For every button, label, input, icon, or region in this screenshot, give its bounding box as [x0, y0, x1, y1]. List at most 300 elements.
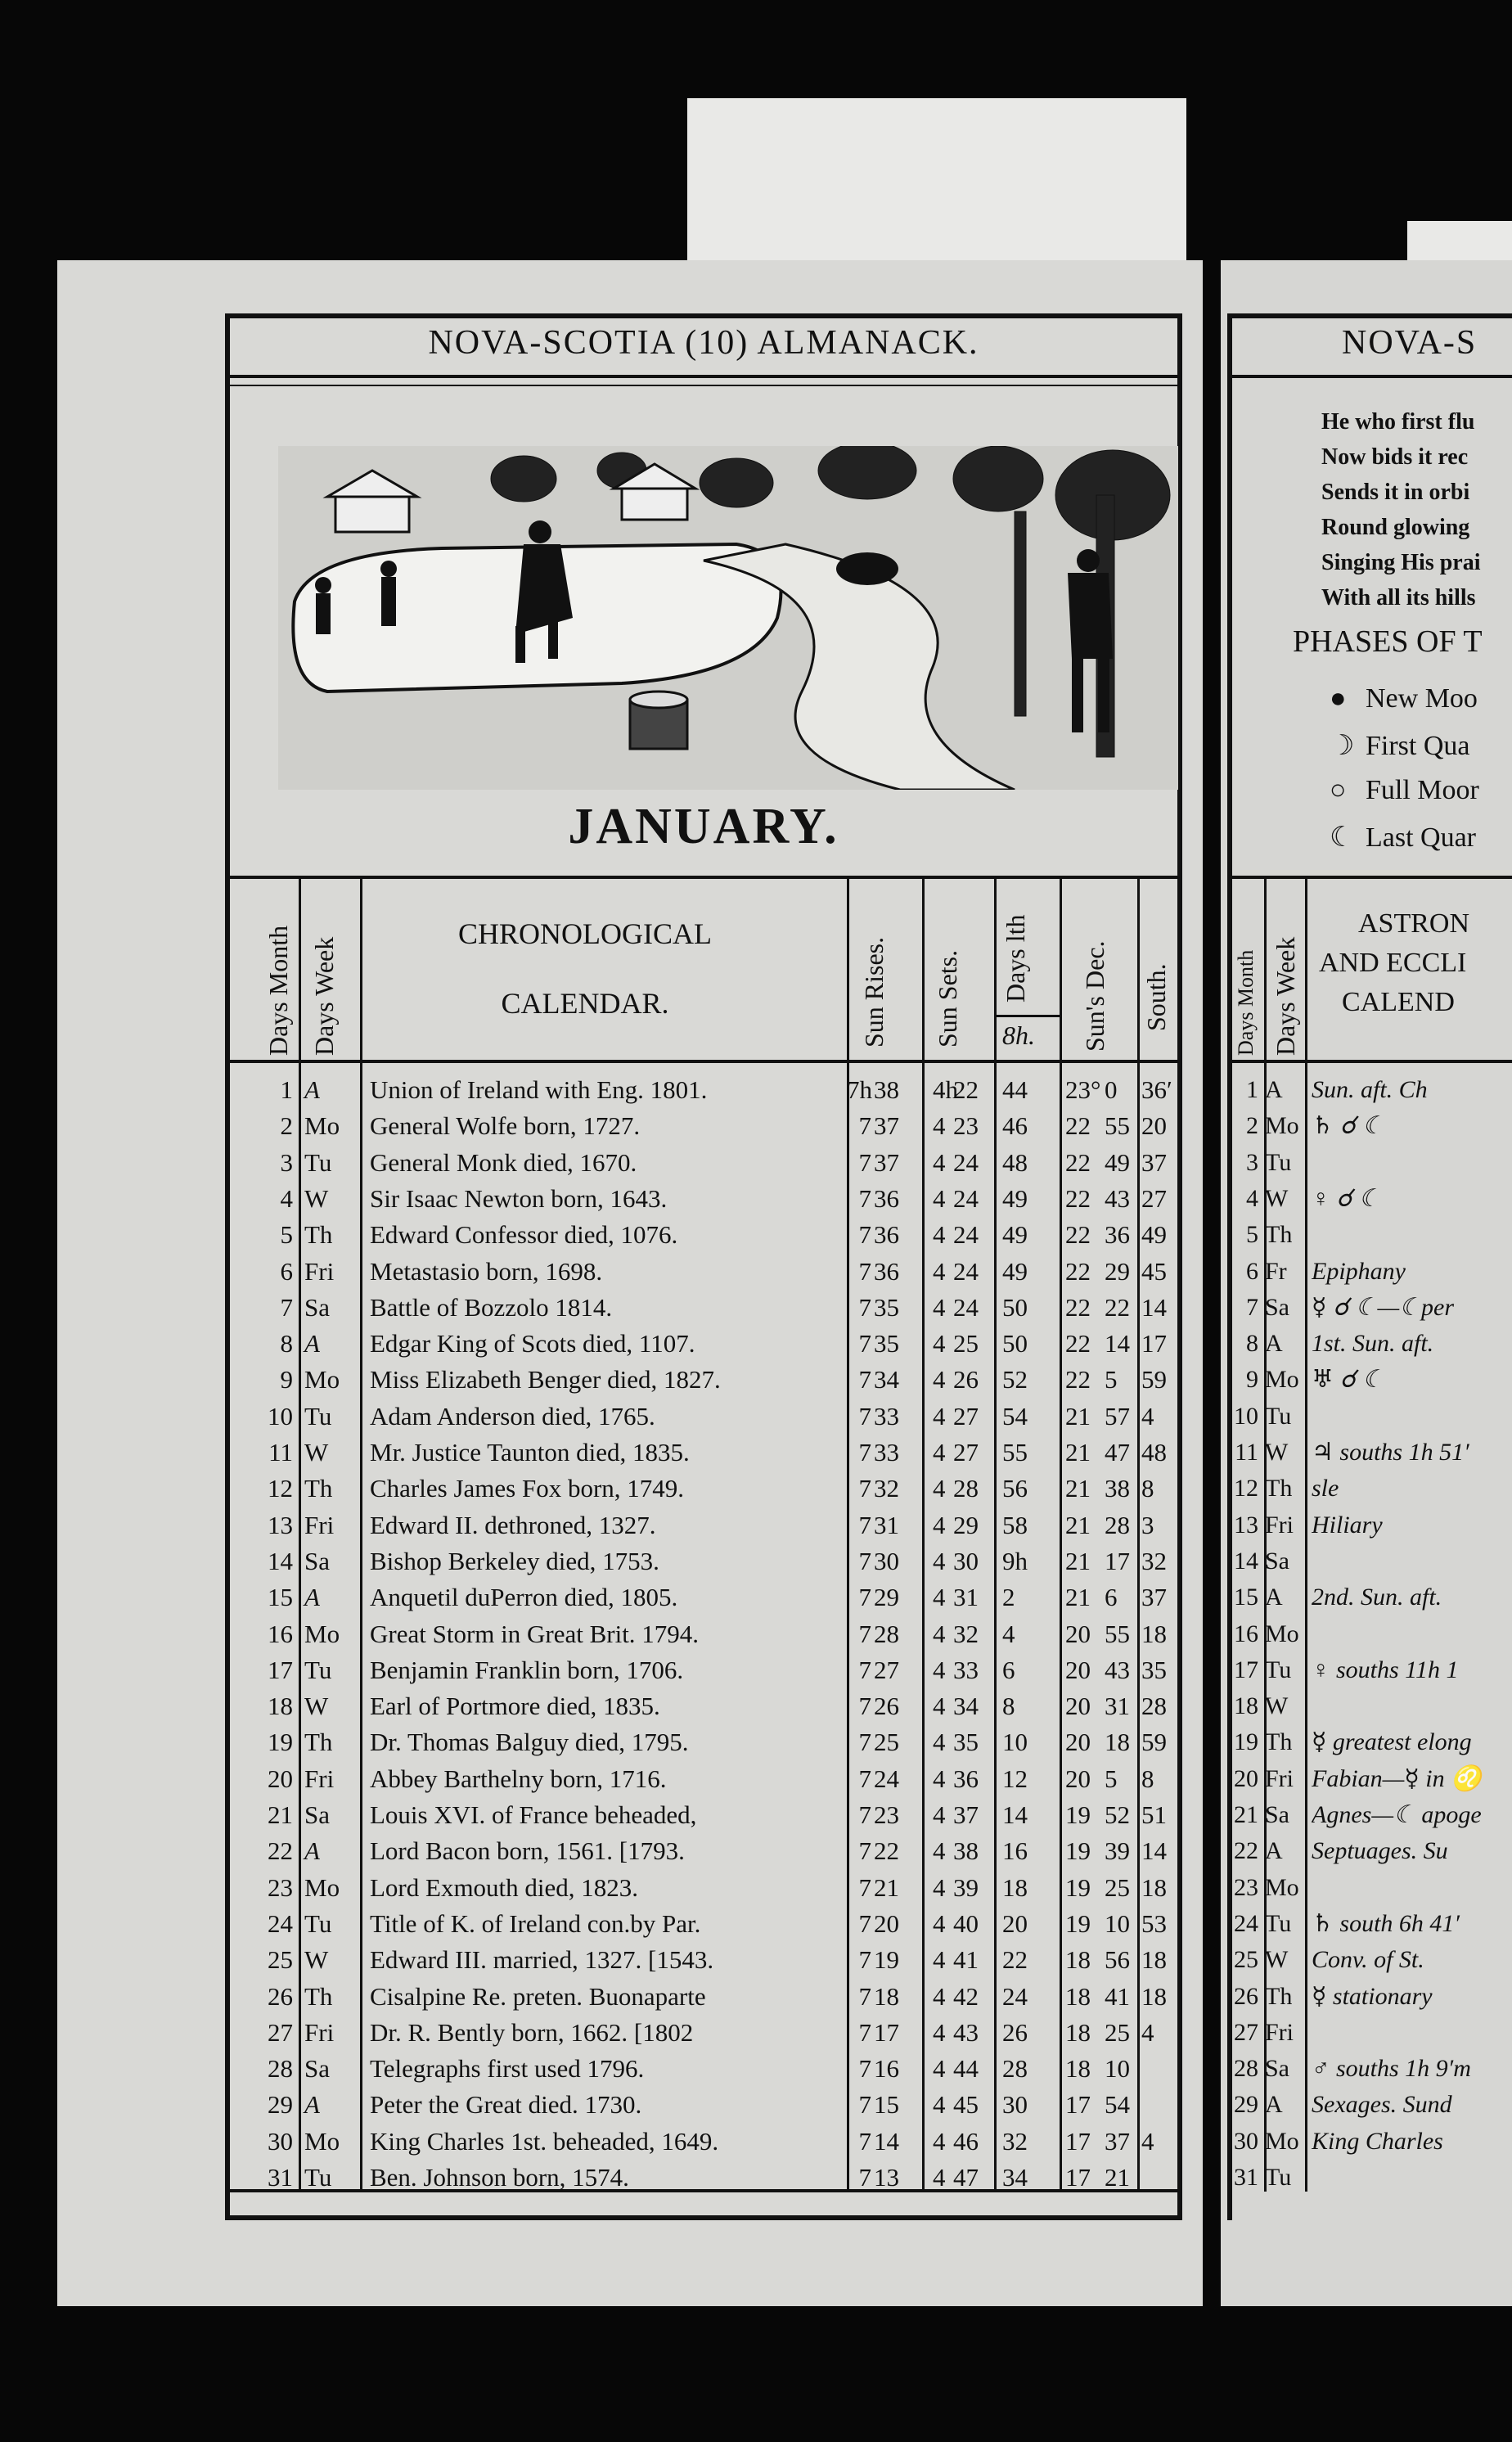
sun-set-min: 37 — [953, 1800, 979, 1829]
declination-deg: 21 — [1065, 1474, 1091, 1503]
sun-set-min: 46 — [953, 2126, 979, 2156]
right-table-row — [1226, 1942, 1512, 1977]
event-text: Bishop Berkeley died, 1753. — [370, 1546, 659, 1575]
declination-min: 10 — [1105, 2054, 1130, 2084]
sun-set-hour: 4 — [933, 1546, 946, 1575]
sun-set-min: 43 — [953, 2017, 979, 2047]
day-of-month: 25 — [268, 1945, 293, 1975]
day-length: 50 — [1002, 1292, 1028, 1322]
right-day-of-week: Sa — [1265, 1547, 1289, 1575]
table-row — [229, 1616, 1178, 1651]
right-table-row — [1226, 1906, 1512, 1941]
right-day-of-week: Mo — [1265, 1112, 1299, 1140]
event-text: Title of K. of Ireland con.by Par. — [370, 1908, 701, 1938]
sun-set-hour: 4 — [933, 1365, 946, 1394]
right-day-of-month: 22 — [1234, 1837, 1258, 1865]
declination-deg: 22 — [1065, 1365, 1091, 1394]
declination-min: 17 — [1105, 1546, 1130, 1575]
table-row — [229, 1797, 1178, 1832]
day-of-week: Tu — [304, 1147, 332, 1177]
day-length: 22 — [1002, 1945, 1028, 1975]
right-event-text: 2nd. Sun. aft. — [1312, 1584, 1442, 1611]
right-day-of-month: 9 — [1246, 1366, 1258, 1394]
sun-set-min: 24 — [953, 1256, 979, 1286]
sun-set-min: 44 — [953, 2054, 979, 2084]
sun-rise-min: 23 — [874, 1800, 899, 1829]
day-of-month: 3 — [280, 1147, 293, 1177]
day-length: 24 — [1002, 1981, 1028, 2011]
right-day-of-week: Th — [1265, 1221, 1293, 1249]
right-event-text: ☿ stationary — [1312, 1982, 1433, 2010]
day-of-month: 13 — [268, 1510, 293, 1539]
header-days-length: Days lth — [1001, 914, 1030, 1002]
declination-deg: 20 — [1065, 1655, 1091, 1684]
sun-rise-min: 33 — [874, 1401, 899, 1431]
south-time: 14 — [1141, 1292, 1167, 1322]
sun-set-min: 36 — [953, 1764, 979, 1793]
day-of-week: W — [304, 1945, 329, 1975]
sun-rise-min: 13 — [874, 2163, 899, 2192]
declination-min: 0 — [1105, 1075, 1118, 1104]
sun-set-hour: 4 — [933, 1220, 946, 1250]
declination-min: 5 — [1105, 1764, 1118, 1793]
days-length-sub-rule — [994, 1015, 1060, 1017]
day-of-month: 1 — [280, 1075, 293, 1104]
right-event-text: Epiphany — [1312, 1257, 1406, 1285]
right-event-text: Septuages. Su — [1312, 1837, 1448, 1865]
day-of-week: A — [304, 1836, 320, 1866]
declination-min: 36 — [1105, 1220, 1130, 1250]
sun-rise-hour: 7 — [858, 1438, 871, 1467]
event-text: Edgar King of Scots died, 1107. — [370, 1329, 695, 1358]
south-time: 8 — [1141, 1764, 1154, 1793]
sun-rise-min: 35 — [874, 1292, 899, 1322]
event-text: Cisalpine Re. preten. Buonaparte — [370, 1981, 706, 2011]
right-day-of-month: 29 — [1234, 2091, 1258, 2119]
event-text: King Charles 1st. beheaded, 1649. — [370, 2126, 719, 2156]
right-day-of-week: Fri — [1265, 1764, 1294, 1792]
moon-phase-icon: ☽ — [1330, 731, 1355, 761]
sun-rise-min: 37 — [874, 1147, 899, 1177]
event-text: Battle of Bozzolo 1814. — [370, 1292, 613, 1322]
day-length: 14 — [1002, 1800, 1028, 1829]
right-event-text: ♀ ☌ ☾ — [1312, 1184, 1381, 1212]
declination-deg: 21 — [1065, 1583, 1091, 1612]
day-of-week: Th — [304, 1220, 333, 1250]
declination-deg: 22 — [1065, 1220, 1091, 1250]
sun-set-min: 30 — [953, 1546, 979, 1575]
day-length: 28 — [1002, 2054, 1028, 2084]
sun-rise-min: 32 — [874, 1474, 899, 1503]
event-text: Lord Bacon born, 1561. [1793. — [370, 1836, 685, 1866]
right-day-of-month: 5 — [1246, 1221, 1258, 1249]
table-row — [229, 1254, 1178, 1289]
day-length: 52 — [1002, 1365, 1028, 1394]
day-of-week: Fri — [304, 1764, 335, 1793]
sun-set-hour: 4 — [933, 1908, 946, 1938]
sun-set-min: 29 — [953, 1510, 979, 1539]
table-row — [229, 1761, 1178, 1796]
declination-deg: 20 — [1065, 1619, 1091, 1648]
day-of-week: Sa — [304, 2054, 330, 2084]
declination-deg: 17 — [1065, 2090, 1091, 2120]
right-day-of-month: 7 — [1246, 1293, 1258, 1321]
day-of-month: 15 — [268, 1583, 293, 1612]
right-day-of-week: Th — [1265, 1728, 1293, 1756]
right-table-row — [1226, 1254, 1512, 1289]
sun-set-hour: 4 — [933, 1764, 946, 1793]
south-time: 45 — [1141, 1256, 1167, 1286]
day-of-week: W — [304, 1183, 329, 1213]
right-day-of-week: Tu — [1265, 1909, 1292, 1937]
right-table-row — [1226, 2124, 1512, 2159]
south-time: 18 — [1141, 1872, 1167, 1902]
right-event-text: ♃ souths 1h 51′ — [1312, 1439, 1469, 1466]
table-top-rule — [229, 876, 1178, 879]
right-day-of-month: 30 — [1234, 2127, 1258, 2155]
right-column-heading-line: CALEND — [1342, 987, 1455, 1017]
table-row — [229, 2124, 1178, 2159]
sun-rise-min: 30 — [874, 1546, 899, 1575]
south-time: 32 — [1141, 1546, 1167, 1575]
declination-min: 47 — [1105, 1438, 1130, 1467]
sun-rise-hour: 7 — [858, 2126, 871, 2156]
day-length: 58 — [1002, 1510, 1028, 1539]
day-length: 9h — [1002, 1546, 1028, 1575]
table-row — [229, 2160, 1178, 2195]
header-sun-sets: Sun Sets. — [933, 949, 962, 1048]
sun-rise-hour: 7 — [858, 1401, 871, 1431]
right-day-of-week: Th — [1265, 1982, 1293, 2010]
month-title: JANUARY. — [568, 799, 839, 854]
day-length: 4 — [1002, 1619, 1015, 1648]
day-of-week: Mo — [304, 1619, 340, 1648]
woodcut-stump — [630, 692, 687, 749]
sun-rise-min: 15 — [874, 2090, 899, 2120]
sun-set-hour: 4 — [933, 1728, 946, 1757]
sun-rise-hour: 7 — [858, 2054, 871, 2084]
sun-rise-hour: 7 — [858, 2090, 871, 2120]
table-row — [229, 2051, 1178, 2086]
sun-rise-min: 31 — [874, 1510, 899, 1539]
right-day-of-week: Mo — [1265, 1620, 1299, 1647]
declination-deg: 20 — [1065, 1764, 1091, 1793]
sun-rise-hour: 7 — [858, 1692, 871, 1721]
day-length: 44 — [1002, 1075, 1028, 1104]
declination-min: 25 — [1105, 1872, 1130, 1902]
sun-set-hour: 4h — [933, 1075, 958, 1104]
right-table-row — [1226, 1761, 1512, 1796]
declination-deg: 17 — [1065, 2126, 1091, 2156]
right-day-of-week: Sa — [1265, 2055, 1289, 2083]
day-of-month: 18 — [268, 1692, 293, 1721]
table-row — [229, 1290, 1178, 1325]
right-day-of-month: 13 — [1234, 1511, 1258, 1539]
declination-min: 37 — [1105, 2126, 1130, 2156]
sun-rise-min: 16 — [874, 2054, 899, 2084]
right-event-text: King Charles — [1312, 2127, 1443, 2155]
day-length: 54 — [1002, 1401, 1028, 1431]
day-of-month: 10 — [268, 1401, 293, 1431]
right-table-row — [1226, 1870, 1512, 1905]
right-table-row — [1226, 1833, 1512, 1868]
sun-set-min: 23 — [953, 1111, 979, 1141]
day-of-month: 7 — [280, 1292, 293, 1322]
sun-rise-min: 25 — [874, 1728, 899, 1757]
right-event-text: ♅ ☌ ☾ — [1312, 1366, 1384, 1394]
right-event-text: Sun. aft. Ch — [1312, 1076, 1428, 1103]
day-length: 49 — [1002, 1256, 1028, 1286]
table-row — [229, 1979, 1178, 2014]
right-table-row — [1226, 1399, 1512, 1434]
table-row — [229, 1399, 1178, 1434]
sun-rise-min: 26 — [874, 1692, 899, 1721]
table-row — [229, 1724, 1178, 1759]
day-length: 16 — [1002, 1836, 1028, 1866]
right-day-of-month: 14 — [1234, 1547, 1258, 1575]
table-row — [229, 2087, 1178, 2122]
sun-rise-hour: 7 — [858, 1220, 871, 1250]
right-event-text: ♀ souths 11h 1 — [1312, 1656, 1459, 1683]
sun-rise-min: 38 — [874, 1075, 899, 1104]
day-of-month: 28 — [268, 2054, 293, 2084]
right-header-days-month: Days Month — [1234, 949, 1258, 1056]
sun-set-hour: 4 — [933, 1147, 946, 1177]
right-day-of-week: Th — [1265, 1475, 1293, 1503]
day-of-month: 30 — [268, 2126, 293, 2156]
sun-set-min: 24 — [953, 1220, 979, 1250]
header-sun-rises: Sun Rises. — [859, 936, 889, 1048]
right-table-row — [1226, 2087, 1512, 2122]
sun-set-min: 34 — [953, 1692, 979, 1721]
day-of-month: 12 — [268, 1474, 293, 1503]
day-of-month: 9 — [280, 1365, 293, 1394]
right-table-row — [1226, 1181, 1512, 1216]
day-of-week: Sa — [304, 1800, 330, 1829]
south-time: 49 — [1141, 1220, 1167, 1250]
sun-set-hour: 4 — [933, 1800, 946, 1829]
sun-rise-min: 36 — [874, 1220, 899, 1250]
declination-deg: 22 — [1065, 1256, 1091, 1286]
table-row — [229, 1145, 1178, 1180]
day-length: 30 — [1002, 2090, 1028, 2120]
day-length: 49 — [1002, 1183, 1028, 1213]
right-day-of-month: 24 — [1234, 1909, 1258, 1937]
sun-rise-min: 36 — [874, 1256, 899, 1286]
day-of-week: Tu — [304, 1655, 332, 1684]
sun-rise-min: 17 — [874, 2017, 899, 2047]
sun-set-hour: 4 — [933, 2090, 946, 2120]
right-table-row — [1226, 1108, 1512, 1143]
declination-min: 18 — [1105, 1728, 1130, 1757]
south-time: 37 — [1141, 1583, 1167, 1612]
day-length: 26 — [1002, 2017, 1028, 2047]
right-day-of-month: 27 — [1234, 2018, 1258, 2046]
declination-deg: 18 — [1065, 1981, 1091, 2011]
south-time: 27 — [1141, 1183, 1167, 1213]
declination-min: 39 — [1105, 1836, 1130, 1866]
right-page-border-top — [1227, 313, 1512, 318]
day-of-week: W — [304, 1692, 329, 1721]
day-of-month: 5 — [280, 1220, 293, 1250]
poem-line: Singing His prai — [1321, 550, 1481, 575]
day-length: 2 — [1002, 1583, 1015, 1612]
day-of-month: 29 — [268, 2090, 293, 2120]
day-of-week: Mo — [304, 2126, 340, 2156]
declination-deg: 20 — [1065, 1692, 1091, 1721]
declination-min: 29 — [1105, 1256, 1130, 1286]
day-length: 55 — [1002, 1438, 1028, 1467]
table-row — [229, 1326, 1178, 1361]
right-day-of-week: Sa — [1265, 1801, 1289, 1828]
right-table-row — [1226, 1688, 1512, 1723]
right-day-of-month: 23 — [1234, 1873, 1258, 1901]
right-event-text: Sexages. Sund — [1312, 2091, 1452, 2119]
right-day-of-month: 6 — [1246, 1257, 1258, 1285]
day-of-month: 24 — [268, 1908, 293, 1938]
right-page-title: NOVA-S — [1342, 324, 1478, 362]
right-day-of-month: 16 — [1234, 1620, 1258, 1647]
right-day-of-month: 1 — [1246, 1076, 1258, 1103]
table-row — [229, 1217, 1178, 1252]
event-text: Edward III. married, 1327. [1543. — [370, 1945, 714, 1975]
right-table-row — [1226, 1543, 1512, 1579]
moon-phase-label: Last Quar — [1366, 822, 1477, 853]
right-day-of-week: A — [1265, 2091, 1283, 2119]
poem-line: Round glowing — [1321, 515, 1470, 540]
south-time: 36′ — [1141, 1075, 1172, 1104]
right-day-of-week: Mo — [1265, 1366, 1299, 1394]
declination-deg: 19 — [1065, 1836, 1091, 1866]
right-table-row — [1226, 1471, 1512, 1506]
sun-set-min: 40 — [953, 1908, 979, 1938]
south-time: 4 — [1141, 2017, 1154, 2047]
south-time: 51 — [1141, 1800, 1167, 1829]
day-of-month: 21 — [268, 1800, 293, 1829]
day-of-month: 11 — [268, 1438, 293, 1467]
right-day-of-month: 2 — [1246, 1112, 1258, 1140]
sun-set-min: 31 — [953, 1583, 979, 1612]
sun-set-min: 27 — [953, 1438, 979, 1467]
table-row — [229, 1833, 1178, 1868]
day-of-month: 26 — [268, 1981, 293, 2011]
event-text: Lord Exmouth died, 1823. — [370, 1872, 639, 1902]
poem-line: He who first flu — [1321, 409, 1475, 435]
event-text: Louis XVI. of France beheaded, — [370, 1800, 697, 1829]
right-day-of-week: Fr — [1265, 1257, 1287, 1285]
right-table-row — [1226, 2051, 1512, 2086]
day-of-week: Mo — [304, 1872, 340, 1902]
right-event-text: ☿ ☌ ☾—☾per — [1312, 1293, 1455, 1321]
sun-set-min: 35 — [953, 1728, 979, 1757]
sun-set-hour: 4 — [933, 1292, 946, 1322]
declination-min: 31 — [1105, 1692, 1130, 1721]
right-table-row — [1226, 1652, 1512, 1687]
sun-rise-min: 14 — [874, 2126, 899, 2156]
sun-set-hour: 4 — [933, 2163, 946, 2192]
declination-min: 55 — [1105, 1619, 1130, 1648]
event-text: Edward Confessor died, 1076. — [370, 1220, 678, 1250]
right-day-of-week: W — [1265, 1946, 1289, 1974]
right-table-row — [1226, 1579, 1512, 1615]
event-text: Dr. Thomas Balguy died, 1795. — [370, 1728, 689, 1757]
table-row — [229, 1362, 1178, 1397]
sun-rise-min: 35 — [874, 1329, 899, 1358]
table-row — [229, 1688, 1178, 1723]
day-of-week: W — [304, 1438, 329, 1467]
right-column-heading-line: ASTRON — [1358, 908, 1470, 939]
header-days-week: Days Week — [309, 936, 339, 1056]
right-table-row — [1226, 1797, 1512, 1832]
event-text: Abbey Barthelny born, 1716. — [370, 1764, 667, 1793]
right-day-of-month: 11 — [1235, 1439, 1258, 1466]
declination-min: 22 — [1105, 1292, 1130, 1322]
sun-set-min: 24 — [953, 1183, 979, 1213]
table-row — [229, 1471, 1178, 1506]
table-row — [229, 1870, 1178, 1905]
header-days-length-unit: 8h. — [1002, 1021, 1035, 1050]
south-time: 37 — [1141, 1147, 1167, 1177]
right-day-of-week: Mo — [1265, 2127, 1299, 2155]
sun-set-min: 33 — [953, 1655, 979, 1684]
sun-rise-hour: 7 — [858, 1292, 871, 1322]
day-of-week: Th — [304, 1981, 333, 2011]
header-calendar-line2: CALENDAR. — [501, 987, 669, 1020]
declination-deg: 22 — [1065, 1111, 1091, 1141]
event-text: Telegraphs first used 1796. — [370, 2054, 645, 2084]
sun-rise-min: 28 — [874, 1619, 899, 1648]
right-table-row — [1226, 1072, 1512, 1107]
right-table-row — [1226, 1435, 1512, 1470]
day-length: 32 — [1002, 2126, 1028, 2156]
day-of-month: 2 — [280, 1111, 293, 1141]
table-row — [229, 1507, 1178, 1543]
right-day-of-week: W — [1265, 1692, 1289, 1720]
sun-set-hour: 4 — [933, 1583, 946, 1612]
sun-rise-hour: 7 — [858, 1256, 871, 1286]
event-text: Peter the Great died. 1730. — [370, 2090, 642, 2120]
declination-min: 49 — [1105, 1147, 1130, 1177]
day-length: 46 — [1002, 1111, 1028, 1141]
declination-min: 6 — [1105, 1583, 1118, 1612]
day-of-week: A — [304, 1075, 320, 1104]
sun-set-hour: 4 — [933, 1981, 946, 2011]
declination-min: 28 — [1105, 1510, 1130, 1539]
declination-min: 10 — [1105, 1908, 1130, 1938]
day-of-week: A — [304, 1583, 320, 1612]
south-time: 18 — [1141, 1619, 1167, 1648]
day-length: 8 — [1002, 1692, 1015, 1721]
woodcut-illustration — [278, 446, 1178, 790]
sun-set-hour: 4 — [933, 1329, 946, 1358]
declination-min: 43 — [1105, 1655, 1130, 1684]
table-row — [229, 1652, 1178, 1687]
sun-set-min: 25 — [953, 1329, 979, 1358]
declination-deg: 18 — [1065, 2017, 1091, 2047]
south-time: 17 — [1141, 1329, 1167, 1358]
sun-set-hour: 4 — [933, 1510, 946, 1539]
day-of-week: Th — [304, 1728, 333, 1757]
declination-deg: 19 — [1065, 1800, 1091, 1829]
sun-rise-hour: 7 — [858, 1111, 871, 1141]
day-of-month: 17 — [268, 1655, 293, 1684]
right-table-row — [1226, 2160, 1512, 2195]
declination-deg: 22 — [1065, 1183, 1091, 1213]
sun-set-hour: 4 — [933, 1836, 946, 1866]
right-event-text: Hiliary — [1312, 1511, 1383, 1539]
right-day-of-month: 3 — [1246, 1148, 1258, 1176]
table-row — [229, 2015, 1178, 2050]
